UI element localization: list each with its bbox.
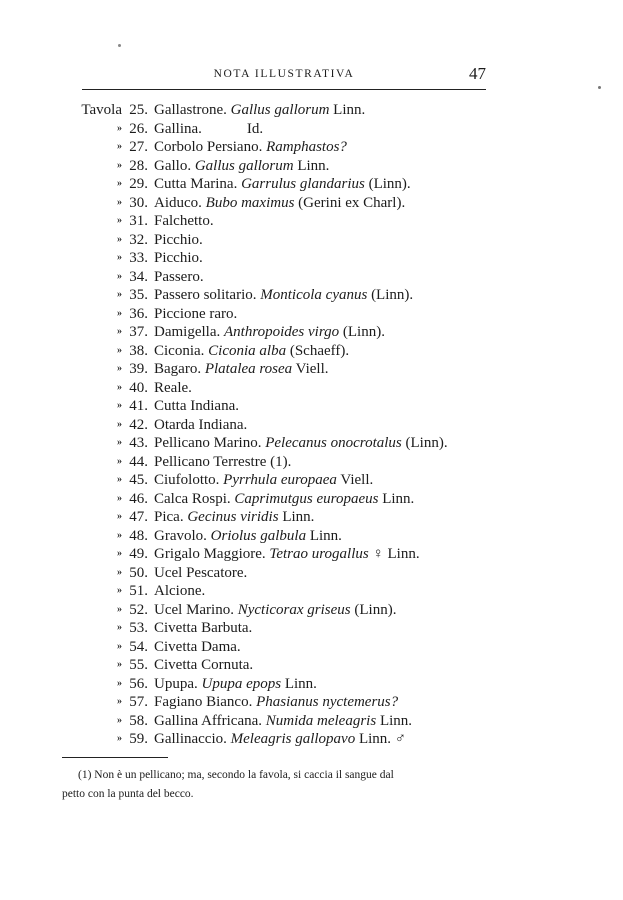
list-item [82, 453, 502, 472]
authority: Linn. [306, 527, 342, 544]
scientific-name: Nycticorax griseus [237, 601, 351, 618]
common-name: Passero. [154, 268, 204, 285]
entry-text [154, 360, 329, 379]
ditto-mark: » [117, 455, 122, 467]
list-item [82, 138, 502, 157]
entry-text [154, 545, 420, 564]
entry-text [154, 619, 252, 638]
plate-number: 27. [129, 139, 148, 155]
common-name: Cutta Indiana. [154, 398, 239, 414]
common-name: Gallo. [154, 157, 195, 174]
list-item [82, 101, 502, 120]
plate-number: 37. [129, 324, 148, 340]
ditto-mark: » [117, 122, 122, 134]
common-name: Cutta Marina. [154, 176, 242, 192]
plate-number: 39. [129, 361, 148, 377]
ditto-mark: » [117, 603, 122, 615]
scientific-name: Gallus gallorum [230, 102, 330, 118]
scientific-name: Pelecanus onocrotalus [265, 435, 402, 451]
ditto-mark: » [117, 233, 122, 245]
common-name: Ucel Marino. [154, 601, 238, 618]
scientific-name: Garrulus glandarius [241, 176, 365, 192]
scientific-name: Ramphastos? [266, 139, 347, 155]
common-name: Otarda Indiana. [154, 416, 248, 433]
list-item [82, 434, 502, 453]
list-item [82, 471, 502, 490]
authority: (Linn). [364, 176, 411, 192]
entry-text [154, 471, 373, 490]
scientific-name: Pyrrhula europaea [223, 472, 337, 488]
ditto-mark: » [117, 548, 122, 559]
common-name: Civetta Dama. [154, 638, 241, 655]
scientific-name: Oriolus galbula [210, 527, 307, 544]
scientific-name: Gallus gallorum [194, 157, 294, 174]
ditto-mark: » [117, 492, 122, 504]
authority: (Linn). [367, 287, 414, 303]
plate-number: 42. [129, 416, 148, 433]
plate-number: 52. [129, 601, 148, 618]
ditto-mark: » [117, 437, 122, 448]
plate-number: 36. [129, 305, 148, 322]
entry-text [154, 638, 241, 657]
list-item [82, 416, 502, 435]
common-name: Gallina Affricana. [154, 712, 266, 729]
plate-number: 32. [129, 231, 148, 248]
authority: Linn. [378, 490, 415, 507]
list-item [82, 675, 502, 694]
ditto-mark: » [117, 418, 122, 430]
authority: (Gerini ex Charl). [294, 194, 406, 211]
authority: Linn. ♂ [355, 731, 407, 747]
entry-text [154, 490, 414, 509]
scientific-name: Ciconia alba [208, 342, 287, 359]
scientific-name: Phasianus nyctemerus? [256, 694, 399, 710]
entry-text [154, 508, 314, 527]
list-item [82, 249, 502, 268]
common-name: Upupa. [154, 675, 202, 692]
ditto-mark: » [117, 400, 122, 411]
ditto-mark: » [117, 141, 122, 152]
plate-number: 48. [129, 527, 148, 544]
ditto-mark: » [117, 622, 122, 633]
common-name: Fagiano Bianco. [154, 694, 257, 710]
list-item [82, 268, 502, 287]
ditto-mark: » [117, 215, 122, 226]
ditto-mark: » [117, 585, 122, 596]
entry-text [154, 601, 396, 620]
entry-text [154, 231, 203, 250]
plate-number: 50. [129, 564, 148, 581]
list-item [82, 730, 502, 749]
common-name: Ucel Pescatore. [154, 564, 248, 581]
entry-text [154, 564, 247, 583]
plate-number: 59. [129, 731, 148, 747]
list-item [82, 545, 502, 564]
list-item [82, 194, 502, 213]
plate-number: 51. [129, 583, 148, 599]
authority: (Linn). [339, 324, 385, 340]
ditto-mark: » [117, 474, 122, 485]
ditto-mark: » [117, 178, 122, 189]
entry-text [154, 157, 329, 176]
ditto-mark: » [117, 381, 122, 393]
ditto-mark: » [117, 714, 122, 726]
common-name: Picchio. [154, 231, 203, 248]
entry-text [154, 249, 203, 268]
common-name: Reale. [154, 379, 192, 396]
list-item [82, 305, 502, 324]
authority: (Linn). [350, 601, 397, 618]
plate-number: 57. [129, 694, 148, 710]
entry-text [154, 175, 411, 194]
common-name: Grigalo Maggiore. [154, 546, 270, 562]
common-name: Gravolo. [154, 527, 211, 544]
ditto-mark: » [117, 270, 122, 282]
ditto-mark: » [117, 344, 122, 356]
entry-text [154, 286, 413, 305]
common-name: Picchio. [154, 250, 203, 266]
footnote-line: (1) Non è un pellicano; ma, secondo la favola, si caccia il sangue dal [78, 769, 394, 781]
ditto-mark: » [117, 566, 122, 578]
plate-number: 46. [129, 490, 148, 507]
running-head [82, 64, 486, 90]
scientific-name: Monticola cyanus [260, 287, 368, 303]
scientific-name: Tetrao urogallus [269, 546, 369, 562]
scientific-name: Numida meleagris [265, 712, 377, 729]
plate-number: 34. [129, 268, 148, 285]
print-speck [118, 44, 121, 47]
authority: Linn. [293, 157, 330, 174]
list-item [82, 619, 502, 638]
scientific-name: Upupa epops [201, 675, 282, 692]
ditto-mark: » [117, 659, 122, 670]
ditto-mark: » [117, 511, 122, 522]
list-item [82, 582, 502, 601]
plate-list [82, 101, 502, 749]
page-number: 47 [469, 64, 486, 83]
plate-number: 55. [129, 657, 148, 673]
list-item [82, 656, 502, 675]
authority: (Schaeff). [286, 342, 350, 359]
authority: (Linn). [401, 435, 448, 451]
ditto-mark: » [117, 289, 122, 300]
common-name: Bagaro. [154, 361, 205, 377]
authority: Linn. [278, 509, 315, 525]
common-name: Aiduco. [154, 194, 206, 211]
entry-text [154, 712, 412, 731]
plate-number: 26. [129, 120, 148, 137]
common-name: Gallina. Id. [154, 120, 264, 137]
scientific-name: Meleagris gallopavo [230, 731, 356, 747]
list-item [82, 120, 502, 139]
plate-number: 29. [129, 176, 148, 192]
ditto-mark: » [117, 640, 122, 652]
entry-text [154, 582, 205, 601]
plate-number: 44. [129, 453, 148, 470]
plate-number: 35. [129, 287, 148, 303]
scientific-name: Caprimutgus europaeus [234, 490, 379, 507]
plate-number: 45. [129, 472, 148, 488]
list-item [82, 175, 502, 194]
plate-number: 40. [129, 379, 148, 396]
scientific-name: Bubo maximus [205, 194, 295, 211]
ditto-mark: » [117, 677, 122, 689]
scientific-name: Gecinus viridis [187, 509, 279, 525]
list-item [82, 638, 502, 657]
entry-text [154, 434, 448, 453]
list-item [82, 490, 502, 509]
footnote-line: petto con la punta del becco. [62, 788, 194, 800]
ditto-mark: » [117, 696, 122, 707]
list-item [82, 693, 502, 712]
scientific-name: Anthropoides virgo [223, 324, 340, 340]
footnote-rule [62, 757, 168, 758]
list-item [82, 508, 502, 527]
list-item [82, 323, 502, 342]
plate-number: 47. [129, 509, 148, 525]
entry-text [154, 138, 347, 157]
plate-number: 56. [129, 675, 148, 692]
entry-text [154, 656, 253, 675]
plate-label: Tavola [81, 102, 122, 118]
common-name: Damigella. [154, 324, 224, 340]
plate-number: 33. [129, 250, 148, 266]
entry-text [154, 342, 349, 361]
list-item [82, 360, 502, 379]
authority: Linn. [376, 712, 413, 729]
running-head-title: NOTA ILLUSTRATIVA [213, 68, 355, 80]
common-name: Pellicano Marino. [154, 435, 266, 451]
common-name: Gallastrone. [154, 102, 231, 118]
ditto-mark: » [117, 307, 122, 319]
scientific-name: Platalea rosea [204, 361, 293, 377]
common-name: Alcione. [154, 583, 206, 599]
common-name: Pica. [154, 509, 188, 525]
common-name: Ciconia. [154, 342, 209, 359]
plate-number: 25. [129, 102, 148, 118]
list-item [82, 601, 502, 620]
common-name: Corbolo Persiano. [154, 139, 267, 155]
list-item [82, 564, 502, 583]
entry-text [154, 101, 365, 120]
authority: Viell. [336, 472, 374, 488]
list-item [82, 379, 502, 398]
ditto-mark: » [117, 529, 122, 541]
footnote [62, 766, 482, 804]
authority: Linn. [329, 102, 366, 118]
common-name: Falchetto. [154, 213, 214, 229]
plate-number: 30. [129, 194, 148, 211]
ditto-mark: » [117, 252, 122, 263]
entry-text [154, 675, 317, 694]
ditto-mark: » [117, 196, 122, 208]
ditto-mark: » [117, 326, 122, 337]
plate-number: 54. [129, 638, 148, 655]
list-item [82, 157, 502, 176]
entry-text [154, 416, 247, 435]
plate-number: 49. [129, 546, 148, 562]
list-item [82, 231, 502, 250]
authority: Linn. [281, 675, 317, 692]
common-name: Pellicano Terrestre (1). [154, 453, 292, 470]
plate-number: 38. [129, 342, 148, 359]
entry-text [154, 397, 239, 416]
list-item [82, 712, 502, 731]
common-name: Civetta Barbuta. [154, 620, 253, 636]
plate-number: 41. [129, 398, 148, 414]
plate-number: 28. [129, 157, 148, 174]
ditto-mark: » [117, 363, 122, 374]
common-name: Civetta Cornuta. [154, 657, 254, 673]
common-name: Ciufolotto. [154, 472, 224, 488]
common-name: Passero solitario. [154, 287, 261, 303]
entry-text [154, 693, 398, 712]
authority: ♀ Linn. [368, 546, 420, 562]
header-rule [82, 89, 486, 90]
plate-number: 58. [129, 712, 148, 729]
common-name: Piccione raro. [154, 305, 238, 322]
entry-text [154, 323, 385, 342]
list-item [82, 286, 502, 305]
ditto-mark: » [117, 159, 122, 171]
list-item [82, 527, 502, 546]
plate-number: 53. [129, 620, 148, 636]
entry-text [154, 379, 192, 398]
entry-text [154, 268, 204, 287]
list-item [82, 397, 502, 416]
authority: Viell. [292, 361, 329, 377]
common-name: Gallinaccio. [154, 731, 231, 747]
entry-text [154, 305, 237, 324]
list-item [82, 342, 502, 361]
entry-text [154, 527, 342, 546]
entry-text [154, 120, 263, 139]
plate-number: 43. [129, 435, 148, 451]
entry-text [154, 453, 291, 472]
print-speck [598, 86, 601, 89]
entry-text [154, 194, 405, 213]
entry-text [154, 730, 406, 749]
ditto-mark: » [117, 733, 122, 744]
common-name: Calca Rospi. [154, 490, 235, 507]
entry-text [154, 212, 214, 231]
list-item [82, 212, 502, 231]
plate-number: 31. [129, 213, 148, 229]
